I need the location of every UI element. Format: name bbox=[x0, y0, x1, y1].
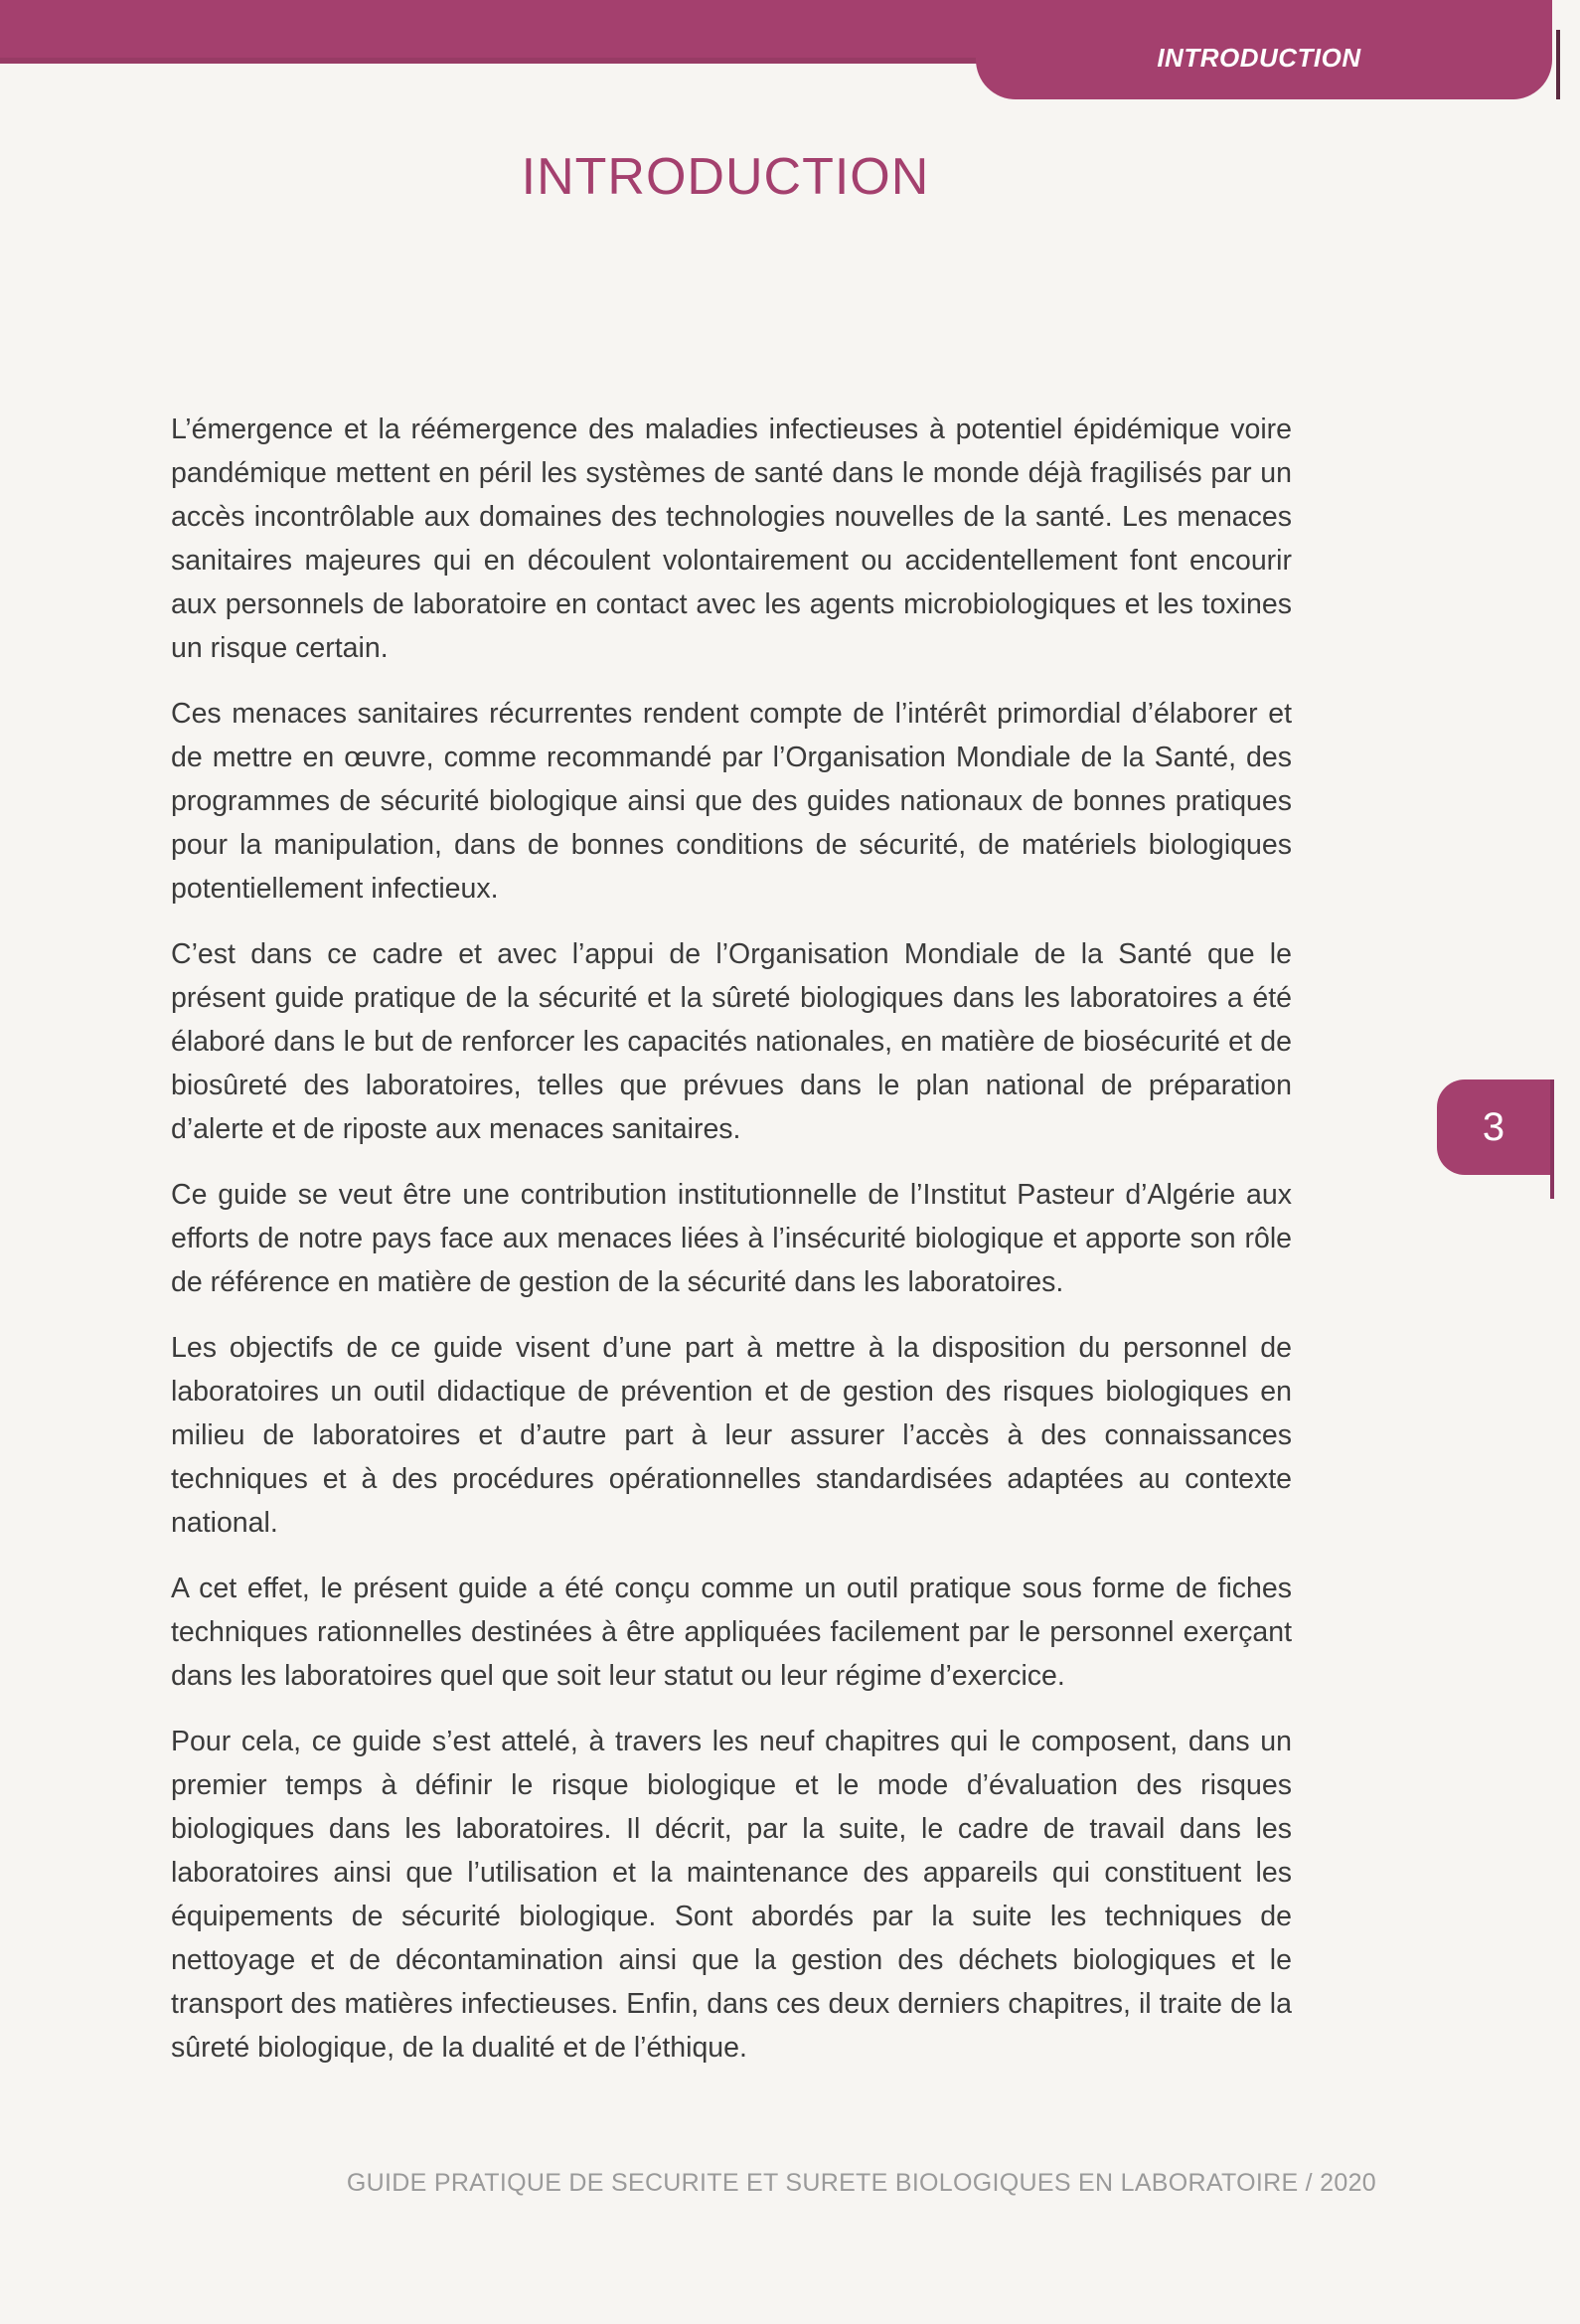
header-edge-line bbox=[1556, 30, 1560, 99]
paragraph-7: Pour cela, ce guide s’est attelé, à travers les neuf chapitres qui le composent, dans un premier temps à définir le risque biologique et le mode d’évaluation des risques biologiques dans les laboratoires. Il décrit, par la suite, le cadre de travail dans les laboratoires ainsi que l’utilisation et la maintenance des appareils qui constituent les équipements de sécurité biologique. Sont abordés par la suite les techniques de nettoyage et de décontamination ainsi que la gestion des déchets biologiques et le transport des matières infectieuses. Enfin, dans ces deux derniers chapitres, il traite de la sûreté biologique, de la dualité et de l’éthique. bbox=[171, 1726, 1292, 2064]
page-number-edge-line bbox=[1550, 1079, 1554, 1199]
paragraph-2: Ces menaces sanitaires récurrentes rendent compte de l’intérêt primordial d’élaborer et de mettre en œuvre, comme recommandé par l’Organisation Mondiale de la Santé, des programmes de sécurité biologique ainsi que des guides nationaux de bonnes pratiques pour la manipulation, dans de bonnes conditions de sécurité, de matériels biologiques potentiellement infectieux. bbox=[171, 698, 1292, 905]
header-section-tab: INTRODUCTION bbox=[976, 0, 1552, 99]
paragraph-4: Ce guide se veut être une contribution institutionnelle de l’Institut Pasteur d’Algérie aux efforts de notre pays face aux menaces liées à l’insécurité biologique et apporte son rôle de référence en matière de gestion de la sécurité dans les laboratoires. bbox=[171, 1179, 1292, 1298]
paragraph-3: C’est dans ce cadre et avec l’appui de l’Organisation Mondiale de la Santé que le présent guide pratique de la sécurité et la sûreté biologiques dans les laboratoires a été élaboré dans le but de renforcer les capacités nationales, en matière de biosécurité et de biosûreté des laboratoires, telles que prévues dans le plan national de préparation d’alerte et de riposte aux menaces sanitaires. bbox=[171, 938, 1292, 1145]
body-text bbox=[171, 408, 1292, 2091]
paragraph-5: Les objectifs de ce guide visent d’une part à mettre à la disposition du personnel de laboratoires un outil didactique de prévention et de gestion des risques biologiques en milieu de laboratoires et d’autre part à leur assurer l’accès à des connaissances techniques et à des procédures opérationnelles standardisées adaptées au contexte national. bbox=[171, 1332, 1292, 1539]
page-footer: GUIDE PRATIQUE DE SECURITE ET SURETE BIOLOGIQUES EN LABORATOIRE / 2020 bbox=[346, 2169, 1376, 2197]
page-number-tab: 3 bbox=[1437, 1079, 1550, 1175]
paragraph-1: L’émergence et la réémergence des maladies infectieuses à potentiel épidémique voire pandémique mettent en péril les systèmes de santé dans le monde déjà fragilisés par un accès incontrôlable aux domaines des technologies nouvelles de la santé. Les menaces sanitaires majeures qui en découlent volontairement ou accidentellement font encourir aux personnels de laboratoire en contact avec les agents microbiologiques et les toxines un risque certain. bbox=[171, 414, 1292, 664]
paragraph-6: A cet effet, le présent guide a été conçu comme un outil pratique sous forme de fiches techniques rationnelles destinées à être appliquées facilement par le personnel exerçant dans les laboratoires quel que soit leur statut ou leur régime d’exercice. bbox=[171, 1573, 1292, 1692]
page-title: INTRODUCTION bbox=[521, 148, 930, 206]
